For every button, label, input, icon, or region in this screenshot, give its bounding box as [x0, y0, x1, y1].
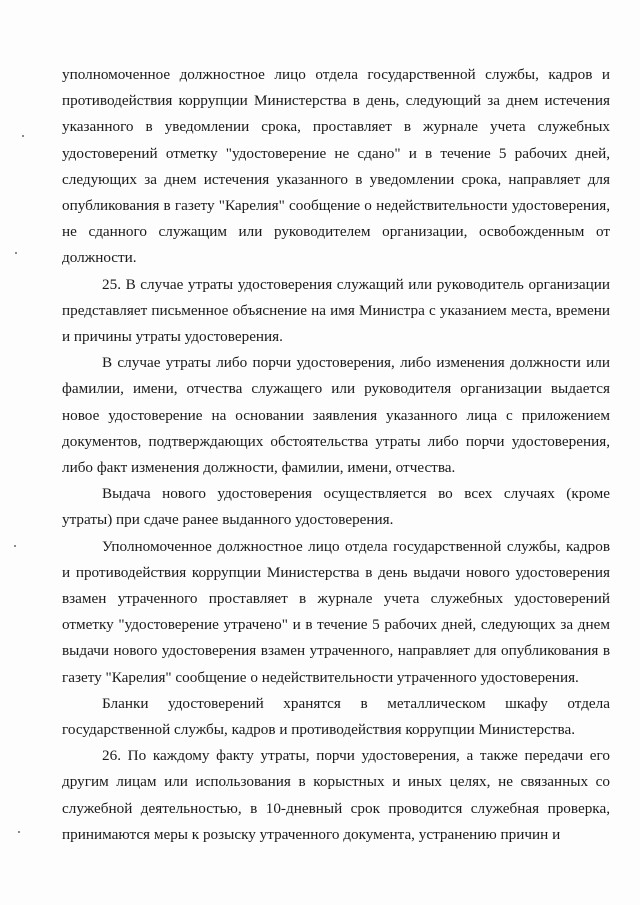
- paragraph-official-marks: Уполномоченное должностное лицо отдела государственной службы, кадров и противодействия коррупции Министерства в день выдачи нового удостоверения взамен утраченного проставляет в журнале учета служебных удостоверений отметку "удостоверение утрачено" и в течение 5 рабочих дней, следующих за днем выдачи нового удостоверения взамен утраченного, направляет для опубликования в газету "Карелия" сообщение о недействительности утраченного удостоверения.: [62, 537, 610, 686]
- document-body: [62, 62, 610, 848]
- paragraph-loss-or-damage: В случае утраты либо порчи удостоверения, либо изменения должности или фамилии, имени, отчества служащего или руководителя организации выдается новое удостоверение на основании заявления указанного лица с приложением документов, подтверждающих обстоятельства утраты либо порчи удостоверения, либо факт изменения должности, фамилии, имени, отчества.: [62, 354, 610, 477]
- paragraph-issuance: Выдача нового удостоверения осуществляется во всех случаях (кроме утраты) при сдаче ранее выданного удостоверения.: [62, 485, 610, 529]
- paragraph-storage: Бланки удостоверений хранятся в металлическом шкафу отдела государственной службы, кадров и противодействия коррупции Министерства.: [62, 694, 610, 739]
- paragraph-25: 25. В случае утраты удостоверения служащий или руководитель организации представляет письменное объяснение на имя Министра с указанием места, времени и причины утраты удостоверения.: [62, 275, 610, 346]
- paragraph-26: 26. По каждому факту утраты, порчи удостоверения, а также передачи его другим лицам или использования в корыстных и иных целях, не связанных со служебной деятельностью, в 10-дневный срок проводится служебная проверка, принимаются меры к розыску утраченного документа, устранению причин и: [62, 747, 610, 843]
- paragraph-continuation: уполномоченное должностное лицо отдела государственной службы, кадров и противодействия коррупции Министерства в день, следующий за днем истечения указанного в уведомлении срока, проставляет в журнале учета служебных удостоверений отметку "удостоверение не сдано" и в течение 5 рабочих дней, следующих за днем истечения указанного в уведомлении срока, направляет для опубликования в газету "Карелия" сообщение о недействительности удостоверения, не сданного служащим или руководителем организации, освобожденным от должности.: [62, 66, 610, 267]
- scan-speck: [14, 545, 16, 547]
- scan-speck: [18, 831, 20, 833]
- scan-speck: [22, 135, 24, 137]
- scan-speck: [15, 252, 17, 254]
